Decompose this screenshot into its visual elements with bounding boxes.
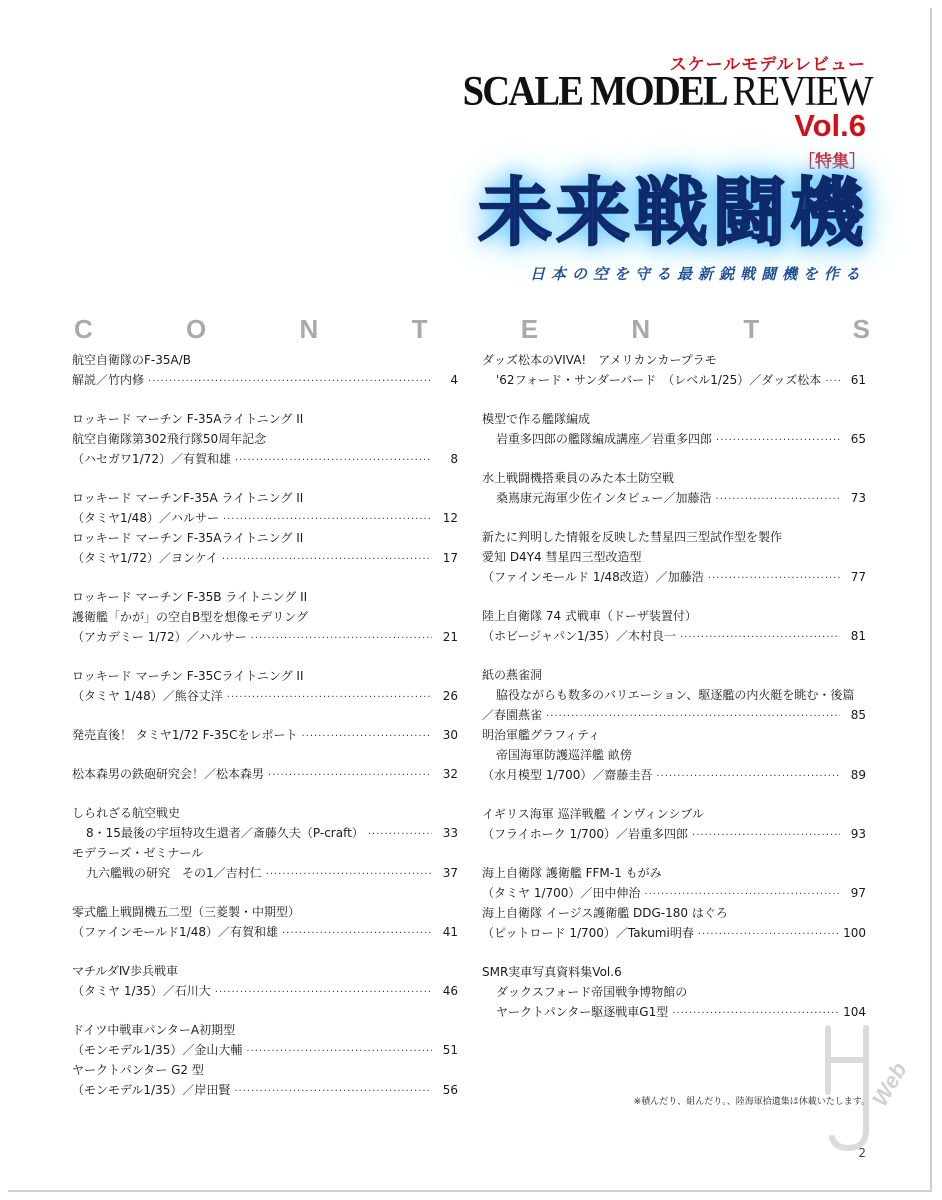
entry-title: （モンモデル1/35）／金山大輔 [72,1043,243,1057]
contents-letter: O [186,314,207,344]
entry-title: ダックスフォード帝国戦争博物館の [496,985,688,999]
contents-entry [482,863,866,943]
entry-title: （アカデミー 1/72）／ハルサー [72,630,247,644]
leader-dots [546,707,840,727]
entry-title: （ファインモールド 1/48改造）／加藤浩 [482,570,704,584]
entry-title: 新たに判明した情報を反映した彗星四三型試作型を製作 [482,530,783,544]
contents-entry [72,902,458,942]
entry-title: 桑嶌康元海軍少佐インタビュー／加藤浩 [496,491,712,505]
entry-page-number: 4 [450,373,458,387]
contents-entry [482,804,866,844]
contents-line [72,981,458,1001]
contents-line [482,923,866,943]
contents-line [482,488,866,508]
entry-title: ヤークトパンター G2 型 [72,1063,204,1077]
contents-line [72,627,458,647]
entry-page-number: 17 [442,551,458,565]
volume-number: Vol.6 [794,108,866,143]
leader-dots [222,550,432,570]
contents-entry [482,665,866,785]
contents-entry [72,1020,458,1100]
contents-line [72,686,458,706]
entry-title: ダッズ松本のVIVA! アメリカンカープラモ [482,353,717,367]
entry-title: （フライホーク 1/700）／岩重多四郎 [482,827,689,841]
contents-line [72,607,458,627]
leader-dots [368,825,432,845]
contents-line [482,409,866,429]
entry-title: イギリス海軍 巡洋戦艦 インヴィンシブル [482,807,704,821]
leader-dots [266,865,432,885]
leader-dots [268,766,432,786]
contents-line [72,429,458,449]
contents-entry [482,962,866,1022]
contents-line [482,765,866,785]
contents-entry [72,764,458,784]
entry-page-number: 61 [850,373,866,387]
contents-line [72,587,458,607]
entry-title: （タミヤ 1/700）／田中伸治 [482,886,641,900]
contents-line [482,350,866,370]
entry-title: ロッキード マーチン F-35Aライトニング II [72,531,304,545]
leader-dots [716,431,840,451]
contents-line [482,982,866,1002]
leader-dots [215,983,432,1003]
entry-title: （タミヤ 1/48）／熊谷丈洋 [72,689,223,703]
entry-title: 海上自衛隊 イージス護衛艦 DDG-180 はぐろ [482,906,728,920]
footnote: ※積んだり、組んだり。、陸海軍拾遺集は休載いたします。 [633,1097,870,1107]
contents-line [482,547,866,567]
contents-line [72,725,458,745]
contents-line [72,1080,458,1100]
entry-title: 航空自衛隊のF-35A/B [72,353,191,367]
contents-entry [72,961,458,1001]
contents-line [482,863,866,883]
feature-subtitle: 日本の空を守る最新鋭戦闘機を作る [529,265,866,283]
contents-line [482,685,866,705]
contents-line [482,527,866,547]
entry-title: （タミヤ1/72）／ヨンケイ [72,551,218,565]
contents-entry [72,350,458,390]
contents-line [482,665,866,685]
contents-letter: C [74,314,93,344]
contents-line [482,468,866,488]
contents-line [72,449,458,469]
contents-line [482,804,866,824]
entry-page-number: 93 [850,827,866,841]
contents-letter: E [520,314,539,344]
entry-title: モデラーズ・ゼミナール [72,846,204,860]
entry-title: ロッキード マーチン F-35Cライトニング II [72,669,304,683]
entry-page-number: 85 [850,708,866,722]
contents-line [72,528,458,548]
leader-dots [246,1042,432,1062]
magazine-title-thin: REVIEW [732,69,872,115]
entry-title: ヤークトパンター駆逐戦車G1型 [496,1005,669,1019]
leader-dots [251,629,432,649]
entry-page-number: 56 [442,1083,458,1097]
entry-title: （水月模型 1/700）／齋藤圭吾 [482,768,653,782]
entry-page-number: 100 [843,926,866,940]
contents-line [72,922,458,942]
entry-title: ／春園燕雀 [482,708,543,722]
contents-letter: N [631,314,651,344]
entry-title: 8・15最後の宇垣特攻生還者／斎藤久夫（P-craft） [86,826,364,840]
entry-page-number: 21 [442,630,458,644]
leader-dots [227,688,432,708]
contents-line [72,666,458,686]
entry-title: 岩重多四郎の艦隊編成講座／岩重多四郎 [496,432,713,446]
contents-line [482,626,866,646]
contents-line [72,488,458,508]
entry-page-number: 8 [450,452,458,466]
leader-dots [235,451,432,471]
entry-title: 愛知 D4Y4 彗星四三型改造型 [482,550,642,564]
entry-page-number: 41 [442,925,458,939]
contents-entry [482,350,866,390]
entry-page-number: 37 [442,866,458,880]
contents-line [482,567,866,587]
contents-line [72,370,458,390]
leader-dots [223,510,432,530]
entry-title: 護衛艦「かが」の空自B型を想像モデリング [72,610,308,624]
contents-line [482,705,866,725]
entry-page-number: 30 [442,728,458,742]
contents-line [482,883,866,903]
contents-line [482,606,866,626]
entry-page-number: 65 [850,432,866,446]
magazine-kana-title: スケールモデルレビュー [669,55,866,75]
contents-line [482,962,866,982]
entry-title: 航空自衛隊第302飛行隊50周年記念 [72,432,267,446]
contents-line [482,429,866,449]
entry-title: （タミヤ1/48）／ハルサー [72,511,219,525]
contents-letter: T [743,314,760,344]
leader-dots [656,767,840,787]
contents-entry [482,409,866,449]
entry-title: （ハセガワ1/72）／有賀和雄 [72,452,231,466]
contents-entry [482,468,866,508]
entry-title: 陸上自衛隊 74 式戦車（ドーザ装置付） [482,609,697,623]
entry-page-number: 26 [442,689,458,703]
entry-title: マチルダⅣ歩兵戦車 [72,964,178,978]
contents-entry [72,803,458,883]
contents-left-column [72,350,458,1119]
contents-line [482,1002,866,1022]
leader-dots [708,569,840,589]
contents-entry [482,606,866,646]
feature-tag: ［特集］ [798,152,866,172]
entry-title: （ホビージャパン1/35）／木村良一 [482,629,676,643]
magazine-title-bold: SCALE MODEL [462,69,733,115]
entry-title: ロッキード マーチンF-35A ライトニング II [72,491,304,505]
contents-line [72,843,458,863]
entry-page-number: 89 [850,768,866,782]
leader-dots [672,1004,839,1024]
entry-title: （モンモデル1/35）／岸田賢 [72,1083,231,1097]
contents-line [72,823,458,843]
contents-line [482,745,866,765]
entry-title: 松本森男の鉄砲研究会！／松本森男 [72,767,265,781]
contents-line [72,1020,458,1040]
entry-title: ロッキード マーチン F-35Aライトニング II [72,412,304,426]
contents-line [72,409,458,429]
entry-page-number: 12 [442,511,458,525]
entry-title: 九六艦戦の研究 その1／吉村仁 [86,866,262,880]
contents-line [72,548,458,568]
contents-line [72,902,458,922]
entry-title: 零式艦上戦闘機五二型（三菱製・中期型） [72,905,301,919]
leader-dots [680,628,840,648]
contents-line [72,350,458,370]
hj-web-watermark [816,1020,916,1160]
contents-line [72,803,458,823]
contents-line [482,725,866,745]
leader-dots [301,727,432,747]
leader-dots [148,372,432,392]
contents-line [72,863,458,883]
feature-title: 未来戦闘機 [478,170,868,256]
contents-line [72,764,458,784]
entry-page-number: 73 [850,491,866,505]
contents-line [72,1040,458,1060]
entry-page-number: 77 [850,570,866,584]
entry-page-number: 33 [442,826,458,840]
contents-heading [74,314,870,345]
leader-dots [716,490,840,510]
contents-letter: N [299,314,319,344]
entry-title: 海上自衛隊 護衛艦 FFM-1 もがみ [482,866,662,880]
entry-title: SMR実車写真資料集Vol.6 [482,965,622,979]
contents-entry [482,527,866,587]
entry-title: しられざる航空戦史 [72,806,181,820]
entry-title: 発売直後！ タミヤ1/72 F-35Cをレポート [72,728,298,742]
contents-entry [72,488,458,568]
entry-title: 水上戦闘機搭乗員のみた本土防空戦 [482,471,675,485]
entry-page-number: 104 [843,1005,866,1019]
leader-dots [234,1082,432,1102]
leader-dots [282,924,432,944]
page-number: 2 [858,1146,866,1160]
contents-line [72,508,458,528]
entry-title: （ファインモールド1/48）／有賀和雄 [72,925,278,939]
entry-title: 明治軍艦グラフィティ [482,728,601,742]
contents-letter: T [411,314,428,344]
entry-title: ロッキード マーチン F-35B ライトニング II [72,590,308,604]
entry-title: 帝国海軍防護巡洋艦 畝傍 [496,748,632,762]
contents-line [482,824,866,844]
entry-page-number: 81 [850,629,866,643]
leader-dots [692,826,840,846]
entry-title: （ピットロード 1/700）／Takumi明春 [482,926,694,940]
entry-page-number: 32 [442,767,458,781]
entry-title: 脇役ながらも数多のバリエーション、駆逐艦の内火艇を眺む・後篇 [496,688,855,702]
entry-page-number: 97 [850,886,866,900]
leader-dots [825,372,840,392]
contents-line [482,903,866,923]
contents-letter: S [852,314,870,344]
contents-line [72,961,458,981]
entry-title: 模型で作る艦隊編成 [482,412,591,426]
entry-title: ドイツ中戦車パンターA初期型 [72,1023,236,1037]
entry-page-number: 46 [442,984,458,998]
entry-page-number: 51 [442,1043,458,1057]
contents-entry [72,409,458,469]
entry-title: 解説／竹内修 [72,373,145,387]
leader-dots [644,885,840,905]
contents-entry [72,725,458,745]
watermark-text: Web [867,1058,912,1111]
leader-dots [698,925,839,945]
entry-title: （タミヤ 1/35）／石川大 [72,984,211,998]
entry-title: '62フォード・サンダーバード （レベル1/25）／ダッズ松本 [496,373,822,387]
entry-title: 紙の燕雀洞 [482,668,543,682]
contents-line [72,1060,458,1080]
contents-right-column [482,350,866,1041]
contents-entry [72,587,458,647]
contents-entry [72,666,458,706]
contents-line [482,370,866,390]
